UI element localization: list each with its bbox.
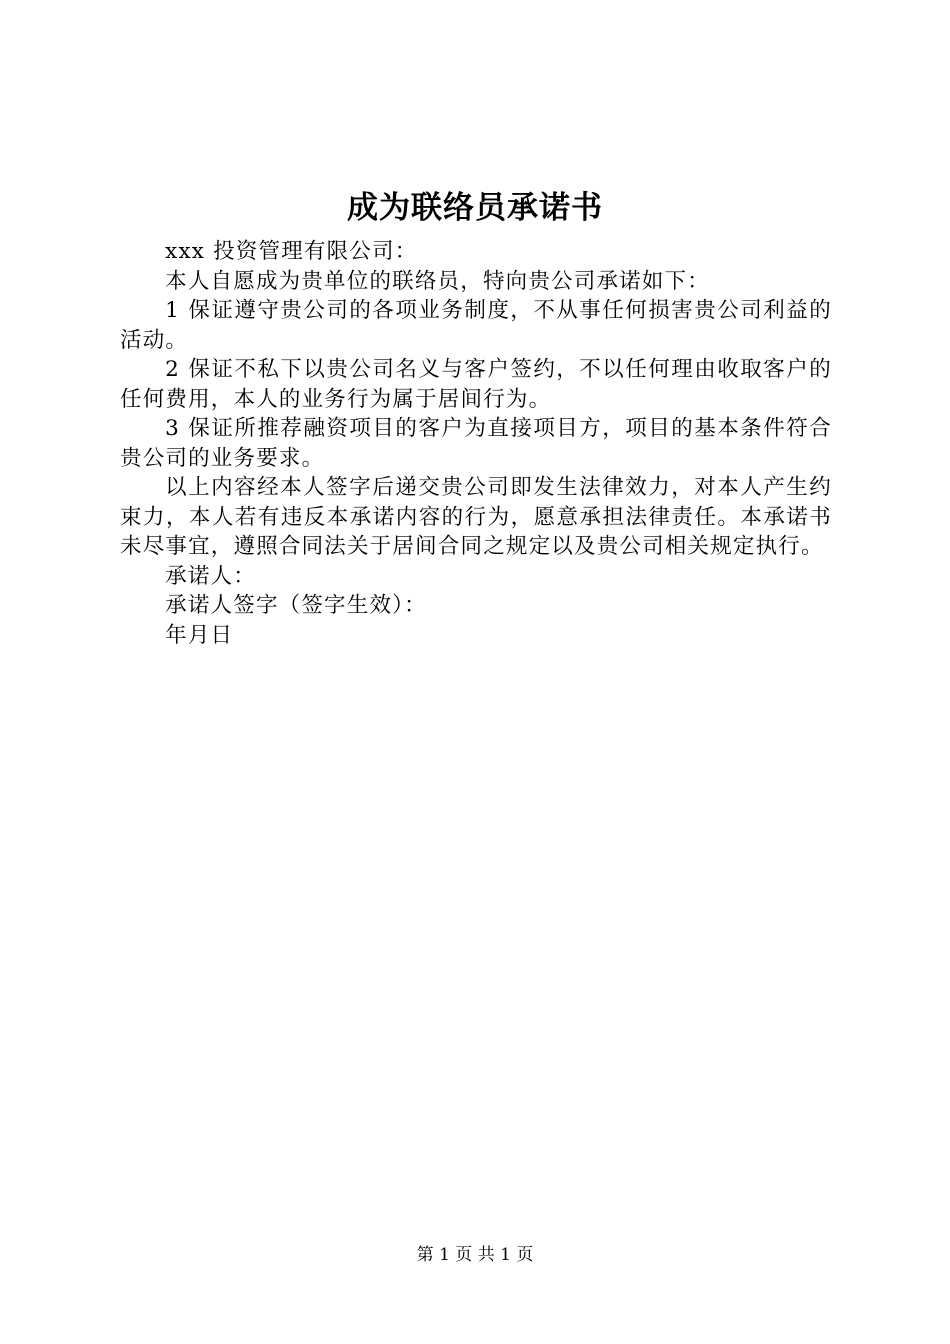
page-number-footer: 第 1 页 共 1 页 bbox=[416, 1245, 534, 1265]
commitment-item-2: 2 保证不私下以贵公司名义与客户签约，不以任何理由收取客户的任何费用，本人的业务行为属于居间行为。 bbox=[120, 357, 832, 412]
addressee-line: xxx 投资管理有限公司： bbox=[165, 239, 418, 264]
intro-paragraph: 本人自愿成为贵单位的联络员，特向贵公司承诺如下： bbox=[165, 268, 710, 294]
closing-paragraph: 以上内容经本人签字后递交贵公司即发生法律效力，对本人产生约束力，本人若有违反本承诺内容的行为，愿意承担法律责任。本承诺书未尽事宜，遵照合同法关于居间合同之规定以及贵公司相关规定执行。 bbox=[120, 475, 832, 559]
document-title: 成为联络员承诺书 bbox=[347, 190, 603, 226]
document-body bbox=[120, 237, 832, 650]
signer-label: 承诺人： bbox=[165, 563, 256, 589]
commitment-item-1: 1 保证遵守贵公司的各项业务制度，不从事任何损害贵公司利益的活动。 bbox=[120, 298, 832, 353]
date-label: 年月日 bbox=[165, 622, 234, 648]
commitment-item-3: 3 保证所推荐融资项目的客户为直接项目方，项目的基本条件符合贵公司的业务要求。 bbox=[120, 416, 832, 471]
signature-label: 承诺人签字（签字生效）： bbox=[165, 593, 427, 618]
